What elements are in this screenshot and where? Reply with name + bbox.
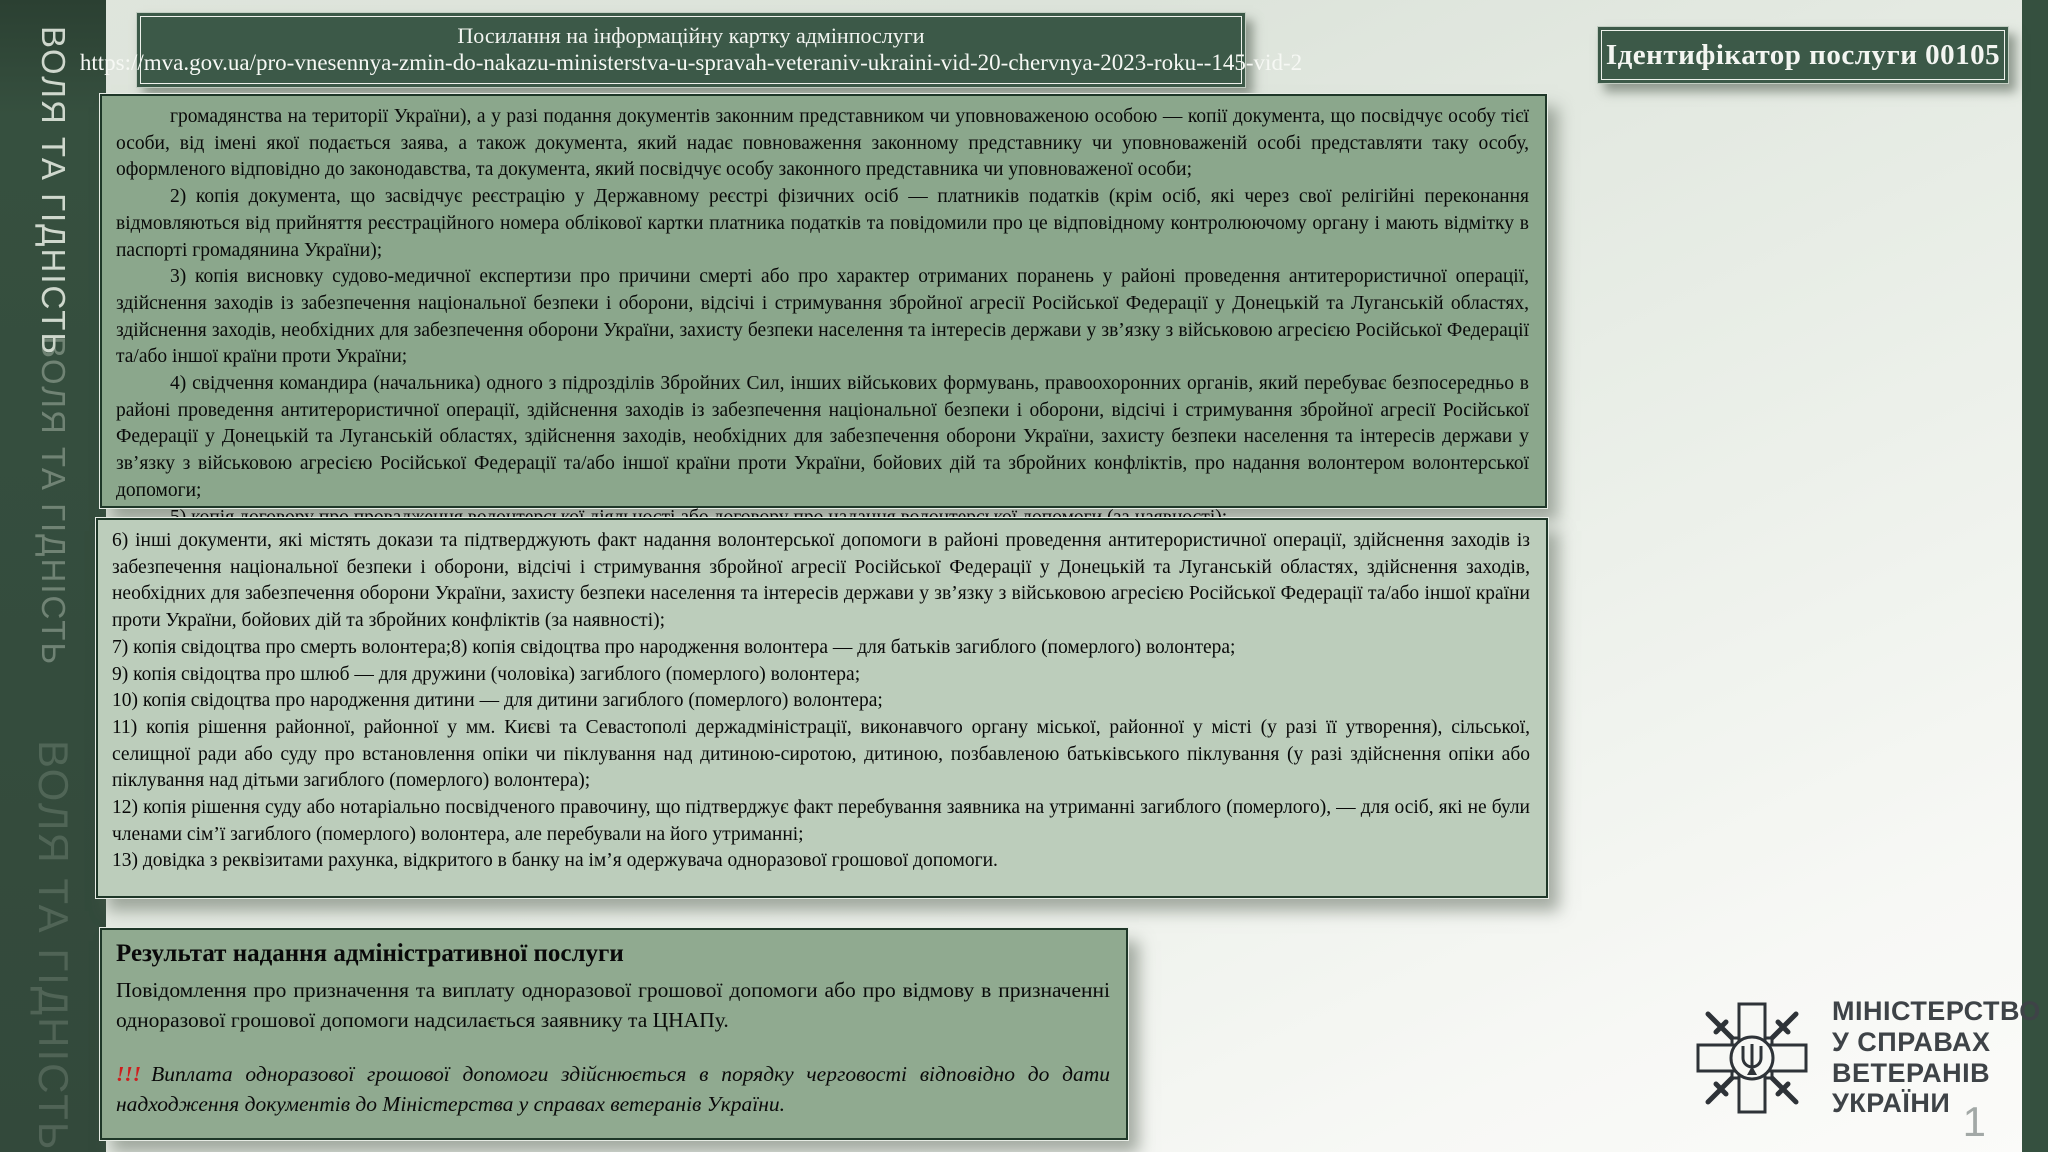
- list-item-12: 12) копія рішення суду або нотаріально посвідченого правочину, що підтверджує факт перебування заявника на утриманні загиблого (померлого), — для осіб, які не були членами сім’ї загиблого (померлого) волонтера, але перебували на його утриманні;: [112, 797, 1530, 845]
- service-id-badge: [1597, 26, 2009, 84]
- ministry-name-line: У СПРАВАХ: [1832, 1026, 1991, 1057]
- list-item-10: 10) копія свідоцтва про народження дитини — для дитини загиблого (померлого) волонтера;: [112, 690, 883, 712]
- list-item-6: 6) інші документи, які містять докази та підтверджують факт надання волонтерської допомоги в районі проведення антитерористичної операції, здійснення заходів із забезпечення національної безпеки і оборони, відсічі і стримування збройної агресії Російської Федерації у Донецькій та Луганській областях, здійснення заходів, необхідних для забезпечення оборони України, захисту безпеки населення та інтересів держави у зв’язку з військовою агресією Російської Федерації та/або іншої країни проти України, бойових дій та збройних конфліктів (за наявності);: [112, 530, 1530, 632]
- left-sidebar: [0, 0, 106, 1152]
- ministry-emblem-icon: [1692, 998, 1812, 1118]
- list-item-9: 9) копія свідоцтва про шлюб — для дружини (чоловіка) загиблого (померлого) волонтера;: [112, 663, 861, 685]
- right-edge-strip: [2022, 0, 2048, 1152]
- service-link-caption: Посилання на інформаційну картку адмінпослуги: [457, 22, 925, 48]
- list-item-7-8: 7) копія свідоцтва про смерть волонтера;8) копія свідоцтва про народження волонтера — для батьків загиблого (померлого) волонтера;: [112, 636, 1236, 658]
- list-item-11: 11) копія рішення районної, районної у мм. Києві та Севастополі держадміністрації, виконавчого органу міської, районної у місті (у разі її утворення), сільської, селищної ради або суду про встановлення опіки чи піклування над дитиною-сиротою, дитиною, позбавленою батьківського піклування (у разі здійснення опіки або піклування над дітьми загиблого (померлого) волонтера);: [112, 716, 1530, 792]
- watermark-text: ВОЛЯ ТА ГІДНІСТЬ: [30, 740, 77, 1152]
- service-id-text: Ідентифікатор послуги 00105: [1605, 38, 2001, 71]
- documents-list-part1: [100, 94, 1547, 508]
- ministry-name-line: ВЕТЕРАНІВ: [1832, 1057, 1991, 1088]
- ministry-logo: [1692, 996, 2041, 1119]
- result-warning: [116, 1059, 1110, 1119]
- service-link-panel: [79, 12, 1303, 88]
- page-number: 1: [1962, 1098, 1986, 1145]
- watermark-text: ВОЛЯ ТА ГІДНІСТЬ: [35, 336, 72, 667]
- list-item-3: 3) копія висновку судово-медичної експертизи про причини смерті або про характер отриманих поранень у районі проведення антитерористичної операції, здійснення заходів із забезпечення національної безпеки і оборони, відсічі і стримування збройної агресії Російської Федерації у Донецькій та Луганській областях, здійснення заходів, необхідних для забезпечення оборони України, захисту безпеки населення та інтересів держави у зв’язку з військовою агресією Російської Федерації та/або іншої країни проти України;: [116, 266, 1529, 368]
- warning-exclamation: !!!: [116, 1062, 142, 1087]
- result-panel: [100, 928, 1128, 1140]
- list-item-13: 13) довідка з реквізитами рахунка, відкритого в банку на ім’я одержувача одноразової грошової допомоги.: [112, 850, 998, 872]
- ministry-name-line: МІНІСТЕРСТВО: [1832, 996, 2041, 1026]
- result-body: Повідомлення про призначення та виплату одноразової грошової допомоги або про відмову в призначенні одноразової грошової допомоги надсилається заявнику та ЦНАПу.: [116, 978, 1110, 1032]
- result-title: Результат надання адміністративної послуги: [116, 940, 624, 967]
- warning-text: Виплата одноразової грошової допомоги здійснюється в порядку черговості відповідно до дати надходження документів до Міністерства у справах ветеранів України.: [116, 1062, 1110, 1117]
- list-item-2: 2) копія документа, що засвідчує реєстрацію у Державному реєстрі фізичних осіб — платників податків (крім осіб, які через свої релігійні переконання відмовляються від прийняття реєстраційного номера облікової картки платника податків та повідомили про це відповідному контролюючому органу і мають відмітку в паспорті громадянина України);: [116, 186, 1529, 261]
- ministry-name-line: УКРАЇНИ: [1832, 1088, 1951, 1119]
- paragraph-continuation: громадянства на території України), а у разі подання документів законним представником чи уповноваженою особою — копії документа, що посвідчує особу тієї особи, від імені якої подається заява, а також документа, який надає повноваження законному представнику чи уповноваженій особі представляти таку особу, оформленого відповідно до законодавства, та документа, який посвідчує особу законного представника чи уповноваженої особи;: [116, 106, 1529, 181]
- watermark-text: ВОЛЯ ТА ГІДНІСТЬ: [35, 26, 72, 357]
- list-item-4: 4) свідчення командира (начальника) одного з підрозділів Збройних Сил, інших військових формувань, правоохоронних органів, який перебуває безпосередньо в районі проведення антитерористичної операції, здійснення заходів із забезпечення національної безпеки і оборони, відсічі і стримування збройної агресії Російської Федерації у Донецькій та Луганській областях, здійснення заходів, необхідних для забезпечення оборони України, захисту безпеки населення та інтересів держави у зв’язку з військовою агресією Російської Федерації та/або іншої країни проти України, бойових дій та збройних конфліктів, про надання волонтером волонтерської допомоги;: [116, 373, 1529, 501]
- service-link-url[interactable]: https://mva.gov.ua/pro-vnesennya-zmin-do-nakazu-ministerstva-u-spravah-veteraniv-ukraini-vid-20-chervnya-2023-roku--145-vid-2: [79, 50, 1303, 76]
- ministry-name: [1832, 996, 2041, 1119]
- documents-list-part2: [96, 518, 1548, 898]
